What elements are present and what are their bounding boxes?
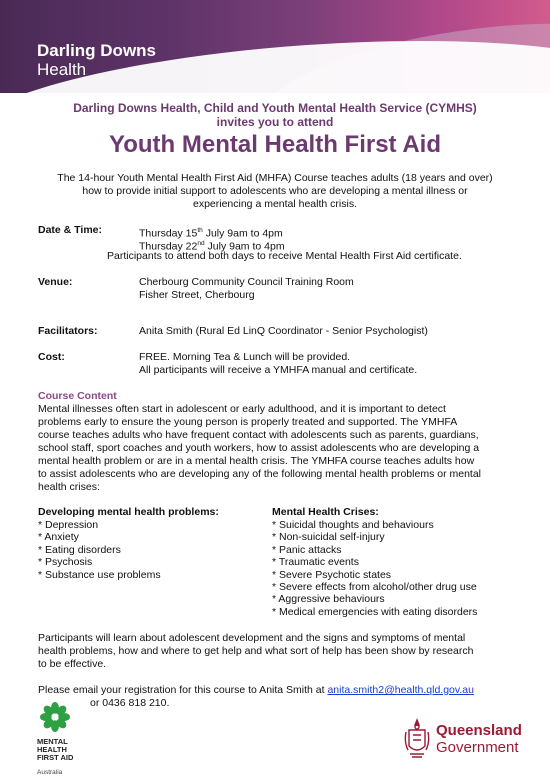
outro-line: Participants will learn about adolescent development and the signs and symptoms of mental [38, 632, 466, 644]
content-line: to assist adolescents who are developing any of the following mental health problems or mental [38, 468, 482, 480]
content-line: Mental illnesses often start in adolescent or early adulthood, and it is important to detect [38, 403, 446, 415]
list-item: * Severe effects from alcohol/other drug use [272, 581, 477, 594]
queensland-crest-icon [404, 716, 430, 760]
list-item: * Substance use problems [38, 568, 161, 581]
contact-text: Please email your registration for this course to Anita Smith at [38, 684, 328, 696]
date-2: Thursday 22nd July 9am to 4pm [139, 240, 285, 253]
date-note: Participants to attend both days to receive Mental Health First Aid certificate. [107, 250, 462, 262]
content-line: problems early to ensure the young person is properly treated and supported. The YMHFA [38, 416, 458, 428]
date-1: Thursday 15th July 9am to 4pm [139, 227, 283, 240]
venue-line2: Fisher Street, Cherbourg [139, 289, 255, 301]
course-content-heading: Course Content [38, 390, 117, 402]
intro-line: experiencing a mental health crisis. [192, 198, 357, 210]
cost-label: Cost: [38, 351, 65, 363]
crises-heading: Mental Health Crises: [272, 506, 379, 518]
mhfa-flower-icon [40, 702, 70, 732]
list-item: * Traumatic events [272, 556, 359, 569]
problems-heading: Developing mental health problems: [38, 506, 219, 518]
list-item: * Anxiety [38, 531, 79, 544]
list-item: * Aggressive behaviours [272, 593, 385, 606]
list-item: * Severe Psychotic states [272, 568, 392, 581]
content-line: course teaches adults who have frequent contact with adolescents such as parents, guardians, [38, 429, 479, 441]
cost-line1: FREE. Morning Tea & Lunch will be provided. [139, 351, 351, 363]
page-title: Youth Mental Health First Aid [108, 131, 441, 158]
organiser-line: Darling Downs Health, Child and Youth Mental Health Service (CYMHS) [73, 101, 477, 115]
phone: or 0436 818 210. [90, 697, 170, 709]
facilitators: Anita Smith (Rural Ed LinQ Coordinator - Senior Psychologist) [139, 325, 428, 337]
intro-text [0, 172, 550, 211]
outro-text [38, 632, 518, 671]
list-item: * Panic attacks [272, 543, 342, 556]
content-line: health crises: [38, 481, 100, 493]
contact-line [38, 684, 528, 697]
content-line: school staff, sport coaches and youth workers, how to assist adolescents who are developing a [38, 442, 480, 454]
invite-line: invites you to attend [216, 115, 334, 129]
venue-label: Venue: [38, 276, 73, 288]
intro-line: how to provide initial support to adolescents who are developing a mental illness or [82, 185, 468, 197]
outro-line: health problems, how and where to get help and what sort of help has been show by research [38, 645, 474, 657]
cost-line2: All participants will receive a YMHFA manual and certificate. [139, 364, 418, 376]
brand-line2: Health [37, 60, 87, 79]
date-label: Date & Time: [38, 224, 102, 236]
crises-list [272, 519, 477, 618]
list-item: * Medical emergencies with eating disorders [272, 605, 478, 618]
problems-list [38, 519, 161, 581]
list-item: * Psychosis [38, 556, 93, 569]
qld-gov-line1: Queensland [436, 722, 522, 739]
list-item: * Suicidal thoughts and behaviours [272, 519, 434, 531]
content-line: mental health problem or are in a mental health crisis. The YMHFA course teaches adults how [38, 455, 475, 467]
brand-line1: Darling Downs [37, 41, 157, 60]
list-item: * Depression [38, 519, 99, 531]
qld-gov-line2: Government [436, 739, 519, 756]
mhfa-logo-country: Australia [37, 769, 63, 776]
outro-line: to be effective. [38, 658, 107, 670]
intro-line: The 14-hour Youth Mental Health First Aid (MHFA) Course teaches adults (18 years and over) [57, 172, 493, 184]
facilitators-label: Facilitators: [38, 325, 98, 337]
list-item: * Non-suicidal self-injury [272, 531, 385, 544]
course-content-text [38, 403, 518, 494]
list-item: * Eating disorders [38, 543, 121, 556]
venue-line1: Cherbourg Community Council Training Room [139, 276, 354, 288]
email-link[interactable]: anita.smith2@health.qld.gov.au [327, 684, 474, 696]
mhfa-logo-text: MENTAL HEALTH FIRST AID [37, 737, 74, 762]
